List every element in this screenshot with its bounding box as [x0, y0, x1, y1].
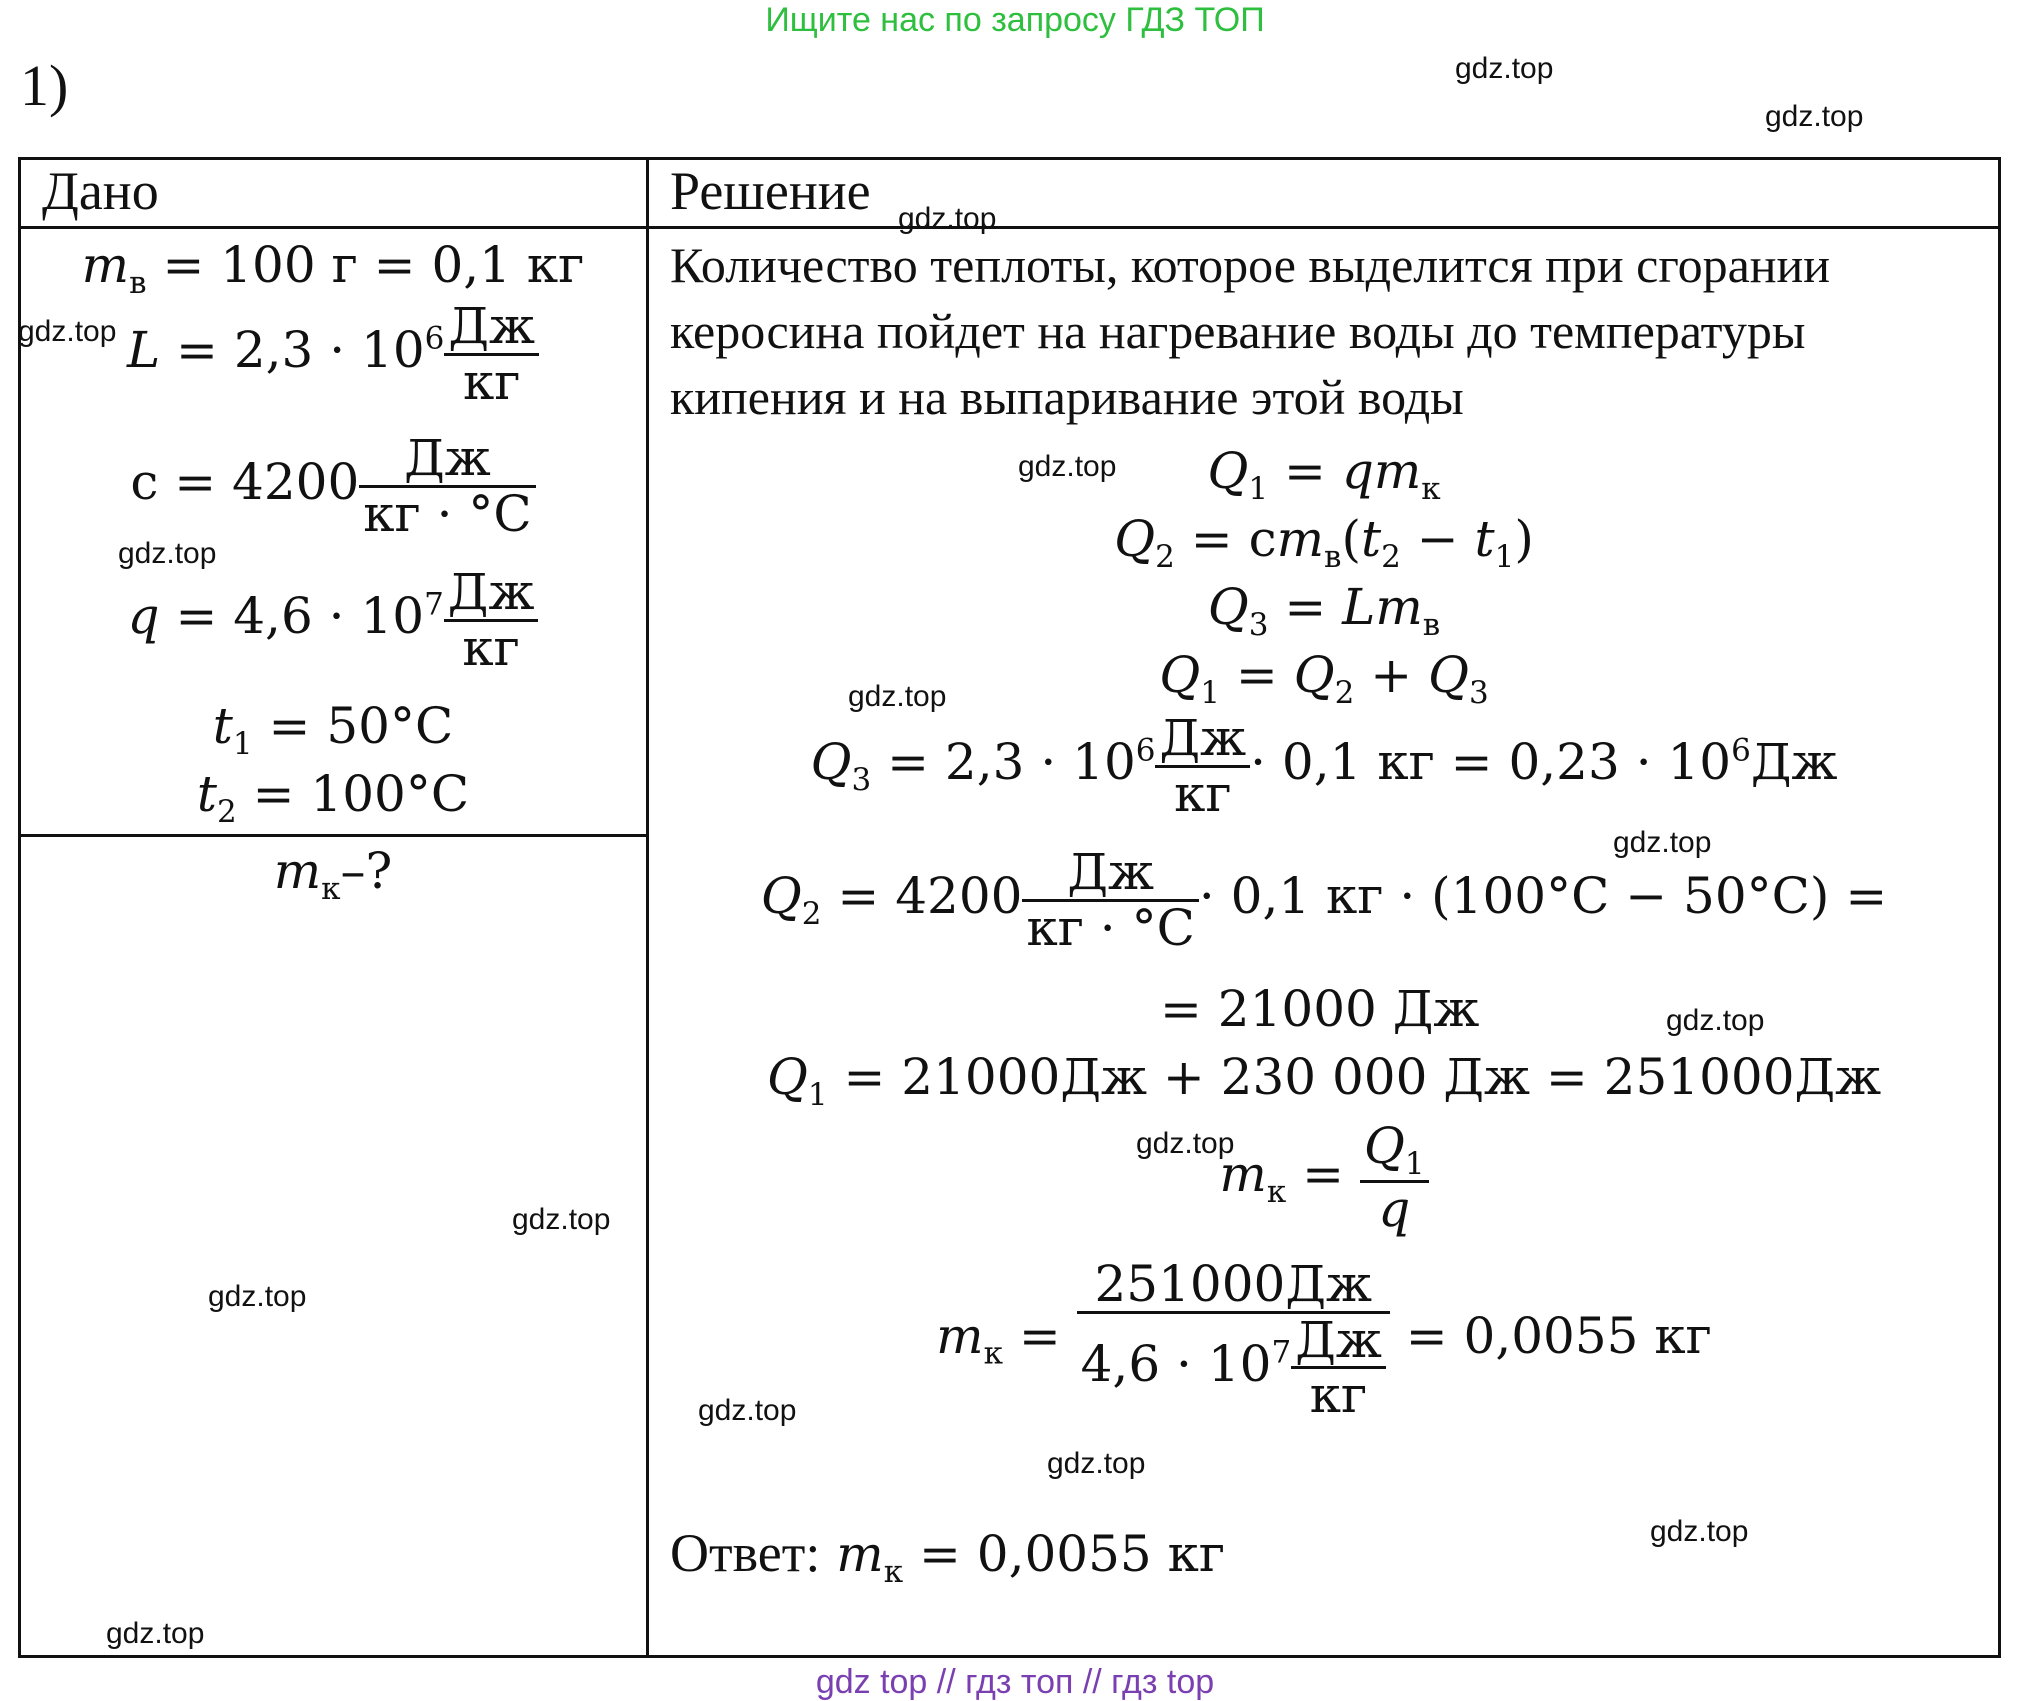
formula-mk: $m_к$ = $\frac{Q_1}{q}$ [650, 1120, 1998, 1236]
table-bottom-border [18, 1655, 2001, 1658]
calc-q2-result: = 21000 Дж [1160, 980, 1480, 1038]
calc-fraction: 251000Дж $4,6 \cdot 10^7$ $\frac{Дж}{кг}$ [1077, 1258, 1390, 1422]
unit-fraction: $\frac{Дж}{кг}$ [444, 566, 539, 674]
equation-q1: $Q_1 = qm_к$ [1207, 442, 1441, 507]
calc-q2: $Q_2 = 4200$ $\frac{Дж}{кг \cdot ^\circ C}$ · 0,1 кг · (100°C − 50°C) = [760, 843, 1888, 957]
watermark: gdz.top [1613, 826, 1712, 859]
watermark: gdz.top [1650, 1515, 1749, 1548]
search-banner: Ищите нас по запросу ГДЗ ТОП [765, 1, 1265, 39]
watermark: gdz.top [848, 680, 947, 713]
problem-number: 1) [20, 53, 69, 118]
watermark: gdz.top [1136, 1127, 1235, 1160]
given-latent-heat: $L = 2,3 \cdot 10^6$ $\frac{Дж}{кг}$ [20, 300, 646, 408]
table-header-divider [18, 226, 2001, 229]
unit-fraction: $\frac{Дж}{кг \cdot ^\circ C}$ [359, 432, 535, 540]
unit-fraction: $\frac{Дж}{кг}$ [1155, 712, 1250, 820]
unit-fraction: $\frac{Дж}{кг}$ [1291, 1314, 1386, 1422]
given-specific-heat: c = 4200 $\frac{Дж}{кг \cdot ^\circ C}$ [20, 432, 646, 540]
calc-q1: $Q_1 = 21000Дж + 230$ 000 Дж = 251000Дж [766, 1048, 1882, 1113]
watermark: gdz.top [898, 202, 997, 235]
watermark: gdz.top [1018, 450, 1117, 483]
watermark: gdz.top [698, 1394, 797, 1427]
calc-mk: $m_к$ = 251000Дж $4,6 \cdot 10^7$ $\frac{Дж}{кг}$ = 0,0055 кг [936, 1255, 1712, 1424]
given-combustion-heat: $q = 4,6 \cdot 10^7$ $\frac{Дж}{кг}$ [20, 566, 646, 674]
watermark: gdz.top [512, 1203, 611, 1236]
equation-q3: $Q_3 = Lm_в$ [1207, 578, 1441, 643]
table-right-border [1998, 157, 2001, 1658]
table-top-border [18, 157, 2001, 160]
table-column-divider [646, 157, 649, 1658]
answer: Ответ: $m_к = 0,0055$ кг [670, 1523, 1226, 1590]
unit-fraction: $\frac{Дж}{кг \cdot ^\circ C}$ [1022, 846, 1198, 954]
solution-header: Решение [670, 161, 871, 221]
footer-links: gdz top // гдз топ // гдз top [815, 1663, 1215, 1701]
watermark: gdz.top [18, 315, 117, 348]
watermark: gdz.top [118, 537, 217, 570]
formula-fraction: $\frac{Q_1}{q}$ [1360, 1120, 1429, 1236]
watermark: gdz.top [1455, 52, 1554, 85]
given-water-mass: $m_в = 100$ г = 0,1 кг [81, 236, 585, 301]
watermark: gdz.top [106, 1617, 205, 1650]
given-t2: $t_2 = 100^\circ C$ [196, 765, 470, 830]
watermark: gdz.top [1047, 1447, 1146, 1480]
watermark: gdz.top [208, 1280, 307, 1313]
given-find-divider [18, 834, 648, 837]
find-unknown: $m_к-$? [273, 842, 393, 907]
given-header: Дано [42, 161, 159, 221]
watermark: gdz.top [1765, 100, 1864, 133]
equation-balance: $Q_1 = Q_2 + Q_3$ [1159, 646, 1489, 711]
unit-fraction: $\frac{Дж}{кг}$ [444, 300, 539, 408]
solution-intro: Количество теплоты, которое выделится при сгорании керосина пойдет на нагревание воды до температуры кипения и на выпаривание этой воды [670, 237, 1831, 425]
equation-q2: $Q_2 = cm_в(t_2 - t_1)$ [1114, 510, 1534, 575]
watermark: gdz.top [1666, 1004, 1765, 1037]
given-t1: $t_1 = 50^\circ C$ [212, 697, 454, 762]
calc-q3: $Q_3 = 2,3 \cdot 10^6$ $\frac{Дж}{кг}$ · 0,1 кг = $0,23 \cdot 10^6Дж$ [810, 709, 1838, 823]
